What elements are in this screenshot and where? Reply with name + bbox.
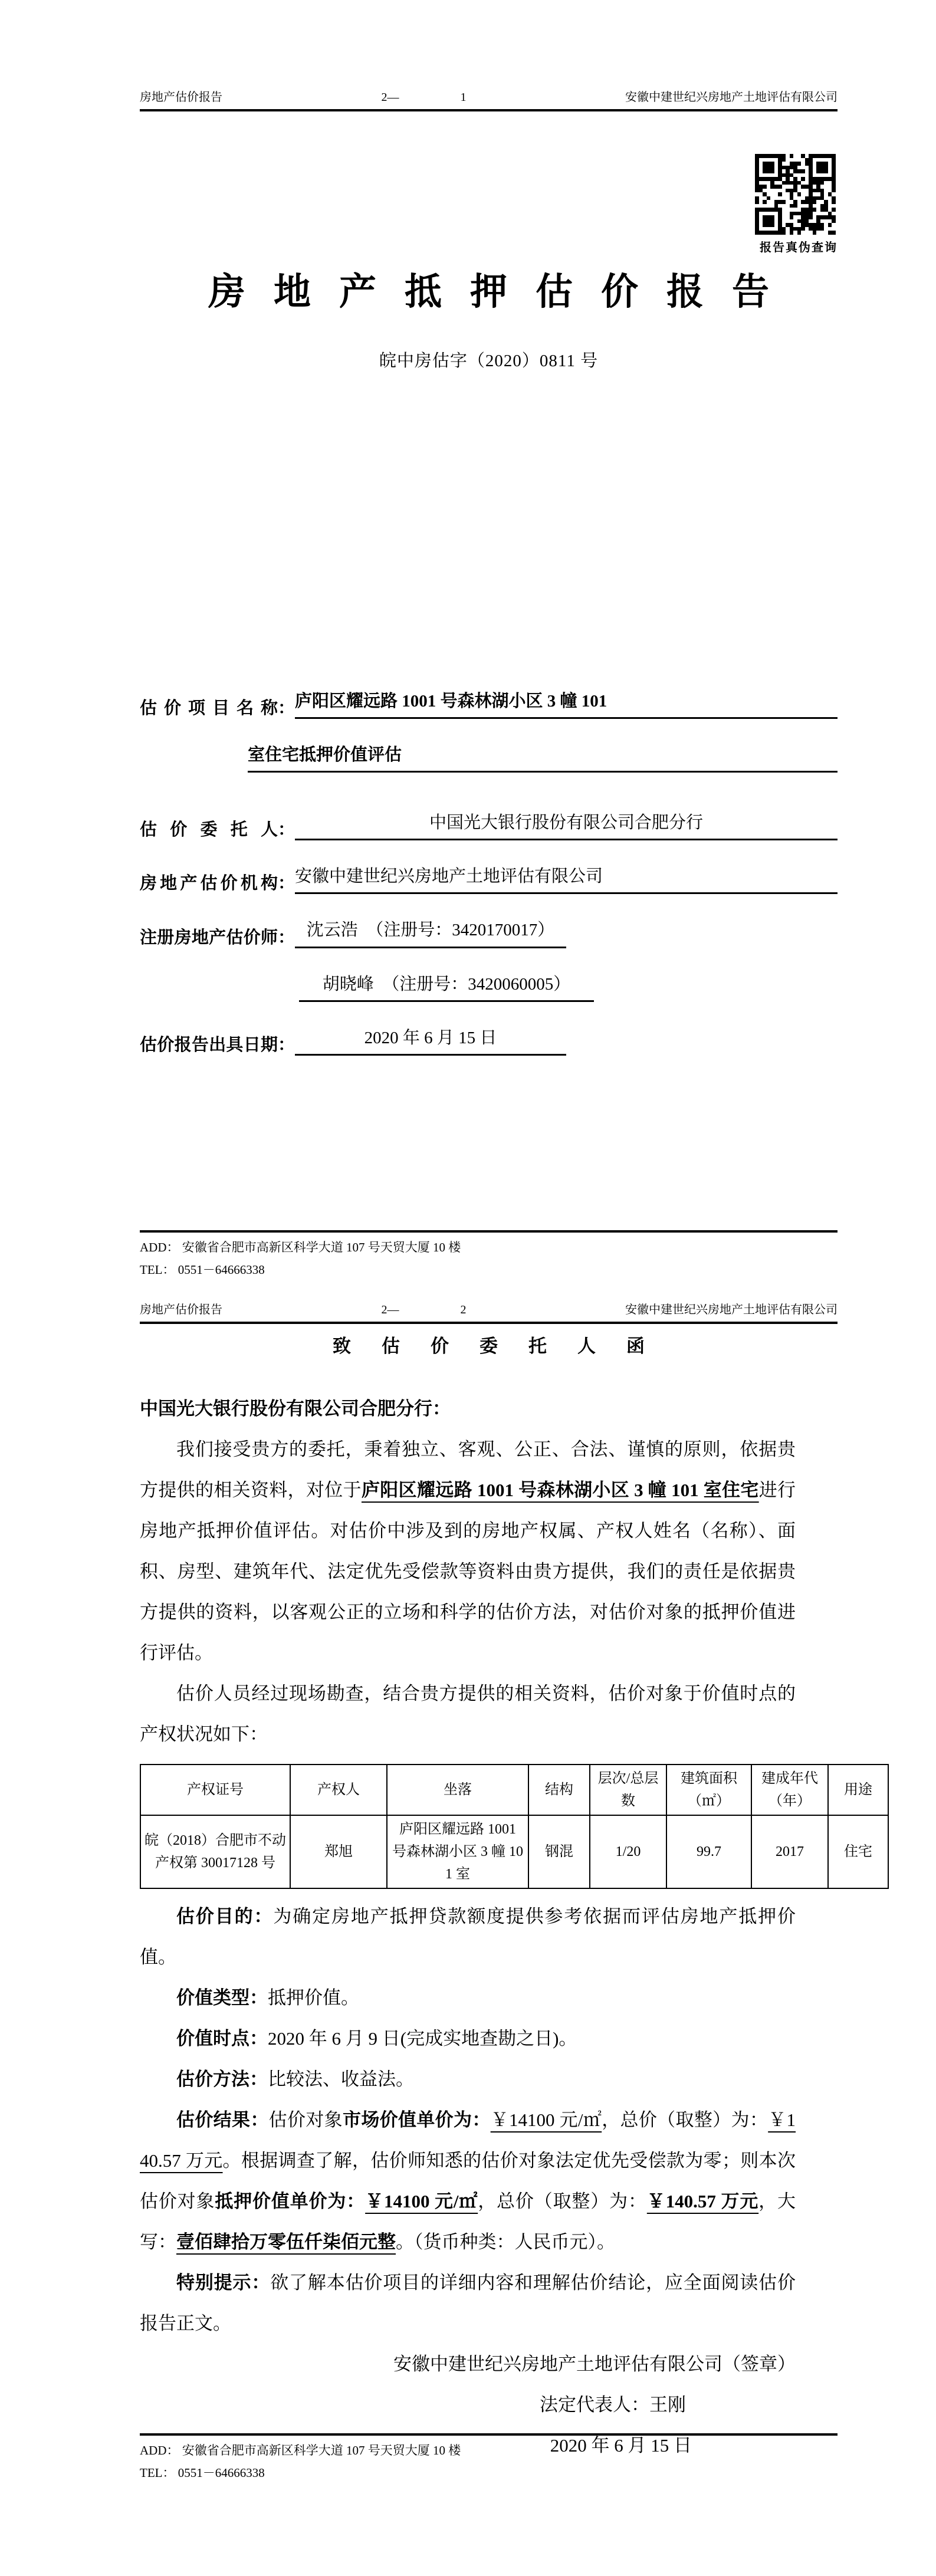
item-appraisal-result: 估价结果：估价对象市场价值单价为：￥14100 元/㎡，总价（取整）为：￥140.57 万元。根据调查了解，估价师知悉的估价对象法定优先受偿款为零；则本次估价对象抵押价值单价为：￥14100 元/㎡，总价（取整）为：￥140.57 万元，大写：壹佰肆拾万零伍仟柒佰元整。（货币种类：人民币元）。 [140, 2110, 796, 2253]
page-number-prefix: 2— [381, 91, 399, 104]
agency-label: 房地产估价机构 ： [140, 874, 295, 893]
report-date-value: 2020 年 6 月 15 日 [295, 1027, 566, 1056]
property-rights-table [140, 1764, 889, 1889]
col-header-owner: 产权人 [290, 1765, 387, 1815]
cell-area: 99.7 [666, 1815, 751, 1888]
table-header-row [140, 1765, 888, 1815]
page-number-current: 1 [460, 91, 467, 104]
running-header-page-number [382, 90, 467, 105]
running-header-company: 安徽中建世纪兴房地产土地评估有限公司 [625, 1303, 838, 1316]
running-header-doc-type: 房地产估价报告 [140, 1303, 222, 1316]
signature-date: 2020 年 6 月 15 日 [550, 2435, 692, 2456]
project-name-value-line2: 室住宅抵押价值评估 [248, 744, 838, 773]
item-appraisal-purpose: 估价目的：为确定房地产抵押贷款额度提供参考依据而评估房地产抵押价值。 [140, 1906, 796, 1968]
col-header-year-built: 建成年代（年） [751, 1765, 828, 1815]
letter-salutation: 中国光大银行股份有限公司合肥分行： [140, 1398, 451, 1420]
cell-year-built: 2017 [751, 1815, 828, 1888]
form-row-agency [140, 865, 838, 894]
appraiser-value-1: 沈云浩 （注册号：3420170017） [295, 919, 566, 948]
letter-body [140, 1388, 872, 2466]
appraiser-value-2: 胡晓峰 （注册号：3420060005） [299, 973, 594, 1002]
page2-footer [140, 2433, 838, 2484]
client-value: 中国光大银行股份有限公司合肥分行 [295, 811, 838, 840]
page1-footer [140, 1230, 838, 1281]
qr-caption: 报告真伪查询 [760, 241, 838, 254]
cell-cert-no: 皖（2018）合肥市不动产权第 30017128 号 [140, 1815, 290, 1888]
item-value-date: 价值时点：2020 年 6 月 9 日(完成实地查勘之日)。 [176, 2028, 577, 2049]
running-header-page1 [140, 0, 838, 111]
letter-paragraph-1: 我们接受贵方的委托，秉着独立、客观、公正、合法、谨慎的原则，依据贵方提供的相关资料，对位于庐阳区耀远路 1001 号森林湖小区 3 幢 101 室住宅进行房地产抵押价值评估。对估价中涉及到的房地产权属、产权人姓名（名称）、面积、房型、建筑年代、法定优先受偿款等资料由贵方提供，我们的责任是依据贵方提供的资料，以客观公正的立场和科学的估价方法，对估价对象的抵押价值进行评估。 [140, 1439, 796, 1664]
form-row-project-name [140, 690, 838, 719]
form-row-project-name-cont [140, 744, 838, 773]
cell-location: 庐阳区耀远路 1001 号森林湖小区 3 幢 101 室 [387, 1815, 528, 1888]
qr-block [140, 154, 838, 261]
running-header-page-number [382, 1302, 467, 1317]
client-label: 估价委托人 ： [140, 820, 295, 840]
page-number-current: 2 [460, 1303, 467, 1316]
col-header-location: 坐落 [387, 1765, 528, 1815]
item-special-notice: 特别提示：欲了解本估价项目的详细内容和理解估价结论，应全面阅读估价报告正文。 [140, 2272, 796, 2334]
qr-code [755, 154, 836, 235]
report-date-label: 估价报告出具日期 ： [140, 1035, 295, 1054]
report-title: 房地产抵押估价报告 [208, 271, 797, 313]
footer-telephone: TEL： 0551－64666338 [140, 2466, 265, 2480]
col-header-use: 用途 [828, 1765, 888, 1815]
letter-paragraph-2: 估价人员经过现场勘查，结合贵方提供的相关资料，估价对象于价值时点的产权状况如下： [140, 1683, 796, 1745]
footer-address: ADD： 安徽省合肥市高新区科学大道 107 号天贸大厦 10 楼 [140, 1240, 461, 1254]
appraiser-label: 注册房地产估价师 ： [140, 928, 295, 947]
item-value-type: 价值类型：抵押价值。 [176, 1987, 359, 2009]
footer-telephone: TEL： 0551－64666338 [140, 1263, 265, 1277]
signature-legal-representative: 法定代表人：王刚 [540, 2394, 686, 2416]
col-header-cert-no: 产权证号 [140, 1765, 290, 1815]
cover-form [140, 690, 838, 1056]
report-page-2 [0, 1297, 936, 2576]
running-header-doc-type: 房地产估价报告 [140, 91, 222, 104]
col-header-area: 建筑面积（㎡） [666, 1765, 751, 1815]
table-row [140, 1815, 888, 1888]
cell-structure: 钢混 [528, 1815, 590, 1888]
form-row-report-date [140, 1027, 838, 1056]
form-row-appraiser-1 [140, 919, 838, 948]
report-doc-number: 皖中房估字（2020）0811 号 [379, 351, 599, 370]
cell-use: 住宅 [828, 1815, 888, 1888]
cell-owner: 郑旭 [290, 1815, 387, 1888]
form-row-client [140, 811, 838, 840]
running-header-company: 安徽中建世纪兴房地产土地评估有限公司 [625, 91, 838, 104]
running-header-page2 [140, 1297, 838, 1324]
form-row-appraiser-2 [140, 973, 838, 1002]
signature-company: 安徽中建世纪兴房地产土地评估有限公司（签章） [393, 2354, 796, 2375]
project-name-value-line1: 庐阳区耀远路 1001 号森林湖小区 3 幢 101 [295, 690, 838, 719]
project-name-label: 估价项目名称 ： [140, 699, 295, 718]
cell-floor: 1/20 [590, 1815, 666, 1888]
col-header-structure: 结构 [528, 1765, 590, 1815]
footer-address: ADD： 安徽省合肥市高新区科学大道 107 号天贸大厦 10 楼 [140, 2443, 461, 2457]
item-appraisal-method: 估价方法：比较法、收益法。 [176, 2069, 414, 2090]
agency-value: 安徽中建世纪兴房地产土地评估有限公司 [295, 865, 838, 894]
col-header-floor: 层次/总层数 [590, 1765, 666, 1815]
page-number-prefix: 2— [381, 1303, 399, 1316]
letter-title: 致估价委托人函 [333, 1336, 675, 1356]
